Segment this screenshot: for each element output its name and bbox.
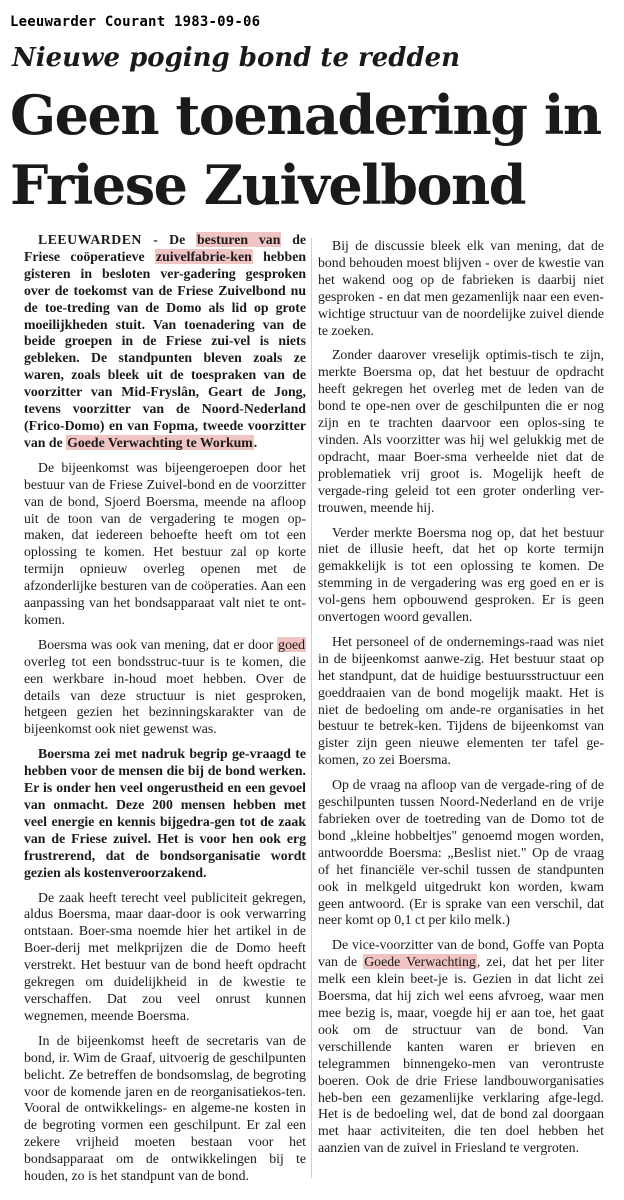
search-highlight: Goede Verwachting te Workum	[67, 434, 253, 450]
search-highlight: goed	[278, 636, 305, 652]
search-highlight: Goede Verwachting	[364, 954, 476, 970]
paragraph-text: overleg tot een bondsstruc-tuur is te komen, die een werkbare in-houd moet hebben. Over de details van deze structuur is niet gesproken, hetgeen gezien het bezinningskarakter van de bijeenkomst ook niet gewenst was.	[24, 653, 306, 737]
lead-text-2: de Friese coöperatieve	[24, 232, 306, 264]
article-paragraph: In de bijeenkomst heeft de secretaris van de bond, ir. Wim de Graaf, uitvoerig de geschilpunten belicht. Ze betreffen de bondsomslag, de begroting voor de komende jaren en de reorganisatiekos-ten. Vooral de ontwikkelings- en algeme-ne kosten in de begroting vormen een geschilpunt. Er zal een zekere vrijheid moeten bestaan voor het bondsapparaat om de ontwikkelingen bij te houden, zo is het standpunt van de bond.	[24, 1032, 306, 1184]
article-right-column	[318, 238, 604, 1165]
search-highlight: besturen van	[197, 232, 281, 247]
search-highlight: zuivelfabrie-ken	[155, 248, 252, 264]
lead-text-3: hebben gisteren in besloten ver-gadering gesproken over de toekomst van de Friese Zuivelbond nu de toe-treding van de Domo als lid op grote moeilijkheden stuit. Van toenadering van de beide groepen in de Friese zui-vel is niets gebleken. De standpunten bleven zoals ze waren, zoals bleek uit de toespraken van de voorzitter van Mid-Fryslân, Geart de Jong, tevens voorzitter van de Noord-Nederland (Frico-Domo) en van Fopma, tweede voorzitter van de	[24, 248, 307, 450]
article-paragraph	[318, 937, 604, 1157]
paragraph-text: Boersma was ook van mening, dat er door	[38, 636, 278, 652]
article-paragraph: De bijeenkomst was bijeengeroepen door het bestuur van de Friese Zuivel-bond en de voorzitter van de bond, Sjoerd Boersma, meende na afloop uit de toon van de vergadering te mogen op-maken, dat iedereen behoefte heeft om tot een oplossing te komen. Het bestuur zal op korte termijn opnieuw overleg openen met de afzonderlijke besturen van de coöperaties. Aan een aanpassing van het bondsapparaat valt niet te ont-komen.	[24, 459, 306, 627]
headline-line-1: Geen toenadering in	[10, 83, 601, 147]
article-paragraph: De zaak heeft terecht veel publiciteit gekregen, aldus Boersma, maar daar-door is ook verwarring ontstaan. Boer-sma noemde hier het artikel in de Boer-derij met melkprijzen die de Domo heeft verstrekt. Het bestuur van de bond heeft opdracht gekregen om duidelijkheid in de kwestie te verschaffen. Dat zou veel onrust kunnen wegnemen, meende Boersma.	[24, 889, 306, 1023]
source-line: Leeuwarder Courant 1983-09-06	[10, 14, 261, 30]
lead-text-1: De	[158, 232, 196, 247]
article-paragraph: Op de vraag na afloop van de vergade-ring of de geschilpunten tussen Noord-Nederland en de vrije fabrieken over de toetreding van de Domo tot de bond „kleine hobbeltjes" genoemd mogen worden, antwoordde Boersma: „Beslist niet." Op de vraag of het financiële ver-schil tussen de standpunten ook in melkgeld uitgedrukt kon worden, kwam geen antwoord. (Er is sprake van een verschil, dat neer komt op 0,1 ct per kilo melk.)	[318, 777, 604, 928]
paragraph-text: , zei, dat het per liter melk een klein beet-je is. Gezien in dat licht zei Boersma, dat hij zich wel eens afvroeg, waar men mee bezig is, maar, voegde hij er aan toe, het gaat ook om de structuur van de bond. Van verschillende kanten waren er brieven en telegrammen binnengeko-men van verontruste boeren. Ook de drie Friese landbouworganisaties heb-ben een gezamenlijke verklaring afge-legd. Het is de bedoeling wel, dat de bond zal doorgaan met haar activiteiten, die ten doel hebben het aanzien van de zuivel in Friesland te vergroten.	[318, 954, 604, 1156]
kicker-subheading: Nieuwe poging bond te redden	[12, 43, 461, 73]
lead-text-4: .	[253, 434, 258, 450]
article-paragraph: Zonder daarover vreselijk optimis-tisch te zijn, merkte Boersma op, dat het bestuur de opdracht heeft gekregen het overleg met de leden van de bond te ope-nen over de geschilpunten die er nog zijn en te trachten daarvoor een oplos-sing te vinden. Als voorzitter was hij wel gelukkig met de opdracht, maar Boer-sma verheelde niet dat de problematiek vrij groot is. Mogelijk heeft de vergade-ring geleid tot een groter onderling ver-trouwen, meende hij.	[318, 347, 604, 515]
lead-paragraph	[24, 232, 306, 452]
headline	[10, 80, 620, 220]
dateline: LEEUWARDEN -	[38, 232, 159, 247]
bold-paragraph: Boersma zei met nadruk begrip ge-vraagd te hebben voor de mensen die bij de bond werken. Er is onder hen veel ongerustheid en een gevoel van onmacht. Deze 200 mensen hebben met veel energie en kennis bijgedra-gen tot de zaak van de Friese zuivel. Het is voor hen ook erg frustrerend, dat de bondsorganisatie wordt gezien als kostenveroorzakend.	[24, 746, 306, 880]
paragraph-text: De vice-voorzitter van de bond, Goffe van Popta van de	[318, 937, 604, 970]
article-paragraph: Bij de discussie bleek elk van mening, dat de bond behouden moest blijven - over de kwestie van het wakend oog op de fabrieken is daarbij niet gesproken - en dat men gezamenlijk naar een even-wichtige structuur van de noordelijke zuivel diende te zoeken.	[318, 238, 604, 338]
article-paragraph: Verder merkte Boersma nog op, dat het bestuur niet de illusie heeft, dat het op korte termijn gemakkelijk is tot een oplossing te komen. De stemming in de vergadering was erg goed en er is vol-gens hem opbouwend gesproken. Er is geen onvertogen woord gevallen.	[318, 524, 604, 625]
article-paragraph	[24, 637, 306, 738]
column-divider	[311, 238, 312, 1178]
headline-line-2: Friese Zuivelbond	[10, 153, 526, 217]
article-paragraph: Het personeel of de ondernemings-raad was niet in de bijeenkomst aanwe-zig. Het bestuur staat op het standpunt, dat de huidige bestuursstructuur een goeddraaien van de bond mogelijk maakt. Het is niet de bedoeling om ande-re organisaties in het bestuur te betrek-ken. Tijdens de bijeenkomst van gister zijn geen nieuwe elementen ter tafel ge-komen, zo zei Boersma.	[318, 633, 604, 768]
article-left-column	[24, 232, 306, 1193]
